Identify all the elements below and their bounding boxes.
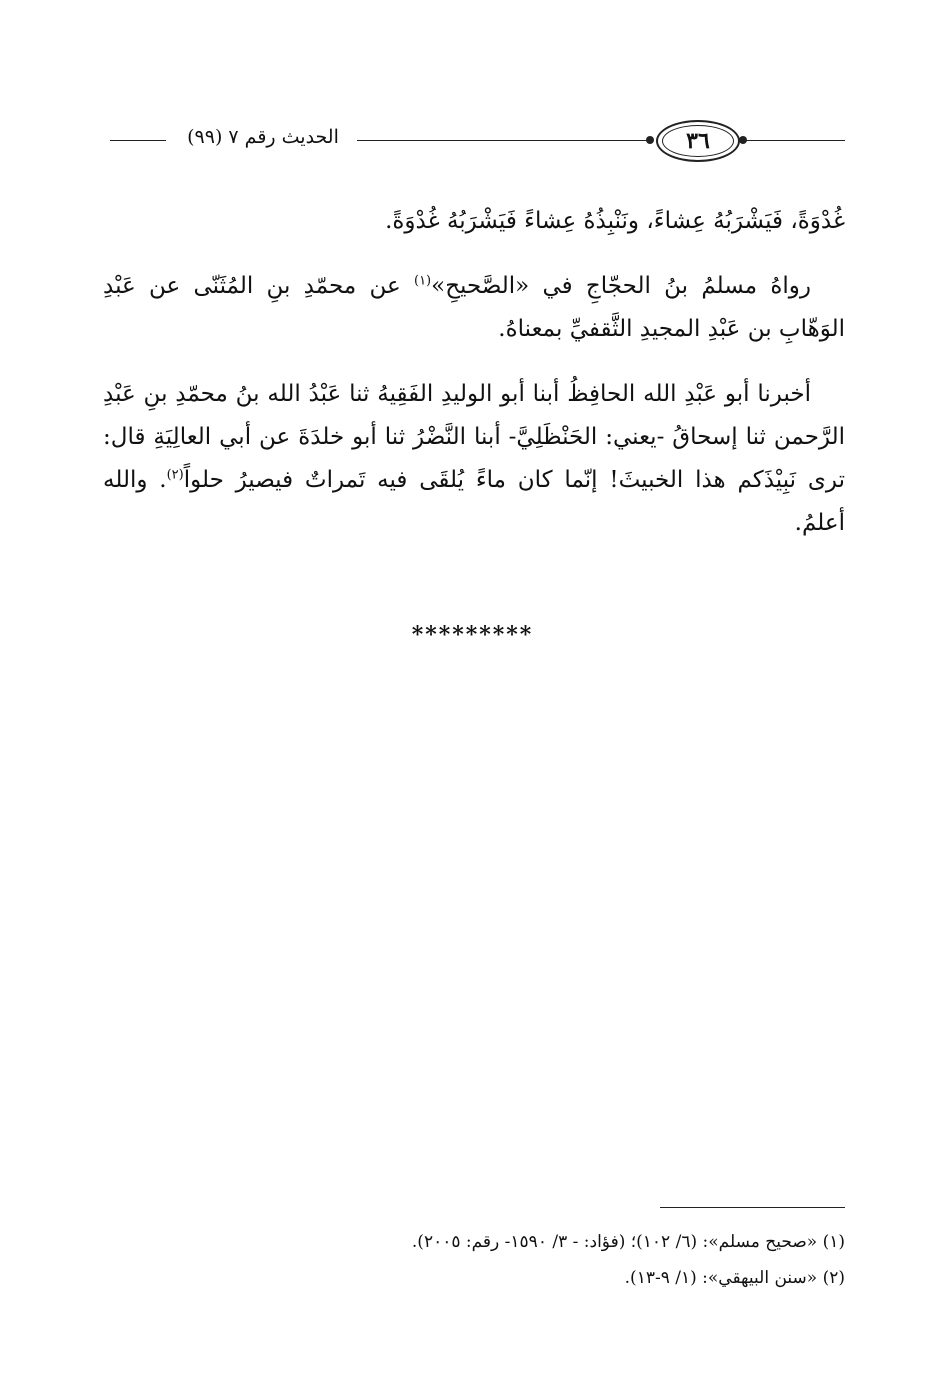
- footnote-ref-2: (٢): [166, 467, 184, 483]
- header-rule-left: [110, 140, 166, 141]
- footnote-1: (١) «صحيح مسلم»: (٦/ ١٠٢)؛ (فؤاد: - ٣/ ١٥٩٠- رقم: ٢٠٠٥).: [411, 1232, 845, 1252]
- footnote-2: (٢) «سنن البيهقي»: (١/ ٩-١٣).: [624, 1268, 845, 1288]
- footnote-divider: [660, 1207, 845, 1208]
- paragraph-text: أخبرنا أبو عَبْدِ الله الحافِظُ أبنا أبو الوليدِ الفَقِيهُ ثنا عَبْدُ الله بنُ محمّدِ بنِ عَبْدِ الرَّحمن ثنا إسحاقُ -يعني: الحَنْظَلِيَّ- أبنا النَّضْرُ ثنا أبو خلدَةَ عن أبي العالِيَةِ قال: ترى نَبِيْذَكم هذا الخبيثَ! إنّما كان ماءً يُلقَى فيه تَمراتٌ فيصيرُ حلواً: [103, 381, 845, 493]
- main-text: [103, 200, 845, 567]
- footnotes: [103, 1224, 845, 1296]
- header-rule-right: [743, 140, 845, 141]
- paragraph-text: . والله أعلمُ.: [103, 467, 845, 536]
- page-number-frame: [656, 120, 740, 162]
- section-separator: *********: [411, 622, 534, 648]
- running-title: الحديث رقم ٧ (٩٩): [187, 126, 339, 148]
- header-ornament-dot: [646, 136, 654, 144]
- paragraph-narration: [103, 265, 845, 351]
- header-rule-middle: [357, 140, 648, 141]
- running-header: [110, 118, 845, 162]
- paragraph-text: عن محمّدِ بنِ المُثَنّى عن عَبْدِ الوَهّابِ بن عَبْدِ المجيدِ الثَّقفيِّ بمعناهُ.: [103, 273, 845, 342]
- paragraph-chain: [103, 373, 845, 545]
- paragraph-text: رواهُ مسلمُ بنُ الحجّاجِ في «الصَّحيحِ»: [431, 273, 811, 299]
- footnote-ref-1: (١): [413, 273, 432, 289]
- page-number: ٣٦: [686, 128, 710, 154]
- paragraph-continuation: غُدْوَةً، فَيَشْرَبُهُ عِشاءً، ونَنْبِذُهُ عِشاءً فَيَشْرَبُهُ غُدْوَةً.: [385, 208, 845, 234]
